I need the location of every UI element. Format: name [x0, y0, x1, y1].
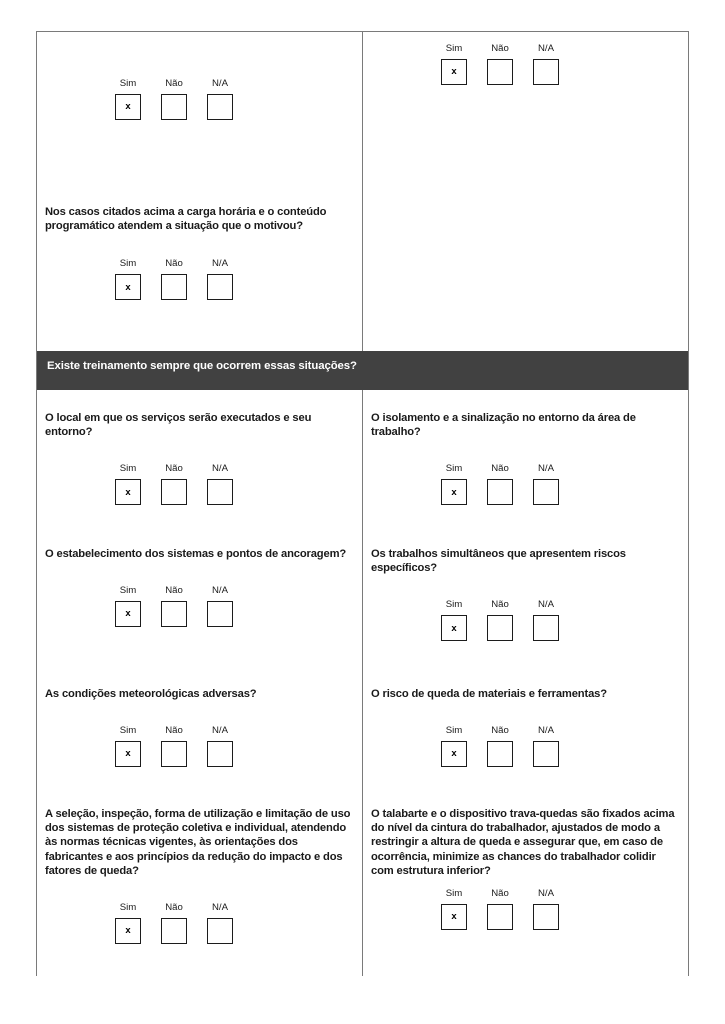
checkbox-na[interactable]: [533, 615, 559, 641]
checkbox-labels: [105, 461, 265, 476]
checkbox-boxes: [431, 479, 591, 505]
checkbox-group: [431, 723, 591, 767]
checkbox-na[interactable]: [207, 94, 233, 120]
checkbox-boxes: [105, 741, 265, 767]
section-banner-text: Existe treinamento sempre que ocorrem essas situações?: [47, 360, 357, 372]
checkbox-label-na: N/A: [538, 725, 554, 737]
table-cell-right-empty: [362, 205, 688, 300]
checkbox-slot-nao: [151, 601, 197, 627]
checkbox-label-sim: Sim: [119, 258, 137, 270]
checkbox-nao[interactable]: [161, 274, 187, 300]
question-text: Os trabalhos simultâneos que apresentem riscos específicos?: [371, 548, 626, 575]
checkbox-nao[interactable]: [161, 479, 187, 505]
checkbox-group: [431, 461, 591, 505]
checkbox-boxes: [431, 741, 591, 767]
checkbox-label-sim: Sim: [119, 78, 137, 89]
checkbox-slot-nao: [477, 479, 523, 505]
checkbox-slot-na: [523, 59, 569, 85]
checkbox-nao[interactable]: [487, 479, 513, 505]
checkbox-sim[interactable]: x: [115, 274, 141, 300]
table-cell-left: [37, 411, 362, 505]
checkbox-label-nao: Não: [491, 599, 509, 611]
checkbox-slot-sim: [431, 59, 477, 85]
checkbox-sim[interactable]: x: [115, 741, 141, 767]
checkbox-sim[interactable]: x: [115, 601, 141, 627]
checkbox-nao[interactable]: [487, 741, 513, 767]
checkbox-label-sim: Sim: [445, 888, 463, 900]
checkbox-label-sim: Sim: [119, 902, 137, 914]
checkbox-group: [431, 597, 591, 641]
checkbox-slot-nao: [151, 479, 197, 505]
checkbox-label-na: N/A: [212, 585, 228, 597]
checkbox-labels: [431, 886, 591, 901]
checkbox-sim[interactable]: x: [441, 59, 467, 85]
checkbox-boxes: [105, 918, 265, 944]
checkbox-slot-nao: [151, 274, 197, 300]
table-row: [37, 807, 688, 944]
checkbox-boxes: [431, 59, 591, 85]
checkbox-labels: [105, 583, 265, 598]
checkbox-slot-na: [197, 918, 243, 944]
checkbox-slot-nao: [151, 741, 197, 767]
question-text: Nos casos citados acima a carga horária e o conteúdo programático atendem a situação que o motivou?: [45, 206, 327, 233]
section-banner: [37, 351, 688, 390]
checkbox-labels: [105, 900, 265, 915]
checkbox-slot-nao: [477, 741, 523, 767]
checkbox-sim[interactable]: x: [115, 479, 141, 505]
checkbox-slot-na: [523, 904, 569, 930]
checkbox-label-nao: Não: [165, 902, 183, 914]
checkbox-label-sim: Sim: [445, 43, 463, 54]
checkbox-na[interactable]: [207, 274, 233, 300]
checkbox-nao[interactable]: [161, 94, 187, 120]
question-text: O isolamento e a sinalização no entorno da área de trabalho?: [371, 412, 636, 439]
checkbox-slot-sim: [105, 601, 151, 627]
checkbox-slot-nao: [477, 59, 523, 85]
checkbox-na[interactable]: [207, 601, 233, 627]
checkbox-sim[interactable]: x: [441, 479, 467, 505]
checkbox-label-sim: Sim: [445, 463, 463, 475]
checkbox-labels: [105, 256, 265, 271]
checkbox-sim[interactable]: x: [115, 918, 141, 944]
checkbox-label-na: N/A: [538, 463, 554, 475]
checkbox-labels: [431, 461, 591, 476]
checkbox-label-sim: Sim: [119, 585, 137, 597]
table-row: [37, 32, 688, 120]
checkbox-slot-na: [523, 615, 569, 641]
checkbox-label-sim: Sim: [445, 599, 463, 611]
checkbox-group: [431, 886, 591, 930]
checkbox-slot-sim: [105, 274, 151, 300]
checkbox-label-nao: Não: [491, 463, 509, 475]
checkbox-boxes: [105, 274, 265, 300]
checkbox-label-na: N/A: [212, 463, 228, 475]
table-cell-left: [37, 807, 362, 944]
checklist-table: [36, 31, 689, 976]
checkbox-nao[interactable]: [161, 741, 187, 767]
checkbox-nao[interactable]: [161, 601, 187, 627]
checkbox-labels: [431, 41, 591, 56]
checkbox-slot-sim: [431, 904, 477, 930]
checkbox-slot-na: [523, 479, 569, 505]
checkbox-boxes: [431, 615, 591, 641]
checkbox-slot-na: [523, 741, 569, 767]
checkbox-boxes: [105, 94, 265, 120]
checkbox-group: [105, 900, 265, 944]
table-row: [37, 687, 688, 767]
question-text: O estabelecimento dos sistemas e pontos de ancoragem?: [45, 548, 347, 560]
checkbox-boxes: [431, 904, 591, 930]
checkbox-label-na: N/A: [212, 902, 228, 914]
table-cell-left: [37, 205, 362, 300]
checkbox-slot-na: [197, 479, 243, 505]
question-text: As condições meteorológicas adversas?: [45, 688, 257, 700]
checkbox-na[interactable]: [533, 479, 559, 505]
table-cell-right: [362, 807, 688, 944]
checkbox-slot-sim: [431, 741, 477, 767]
checkbox-sim[interactable]: x: [441, 904, 467, 930]
table-cell-right: [362, 411, 688, 505]
checkbox-slot-sim: [105, 741, 151, 767]
question-text: A seleção, inspeção, forma de utilização e limitação de uso dos sistemas de proteção coletiva e individual, atendendo às normas técnicas vigentes, às orientações dos fabricantes e aos princípios da redução do impacto e dos fatores de queda?: [45, 808, 351, 877]
checkbox-label-nao: Não: [165, 78, 183, 89]
checkbox-label-nao: Não: [165, 725, 183, 737]
table-cell-right: [362, 32, 688, 120]
table-row: [37, 411, 688, 505]
checkbox-slot-na: [197, 741, 243, 767]
checkbox-slot-nao: [151, 94, 197, 120]
table-row: [37, 547, 688, 641]
question-text: O talabarte e o dispositivo trava-quedas são fixados acima do nível da cintura do trabalhador, ajustados de modo a restringir a altura de queda e assegurar que, em caso de ocorrência, minimize as chances do trabalhador colidir com estrutura inferior?: [371, 808, 675, 877]
checkbox-na[interactable]: [207, 479, 233, 505]
checkbox-label-na: N/A: [212, 725, 228, 737]
checkbox-label-sim: Sim: [119, 725, 137, 737]
checkbox-sim[interactable]: x: [441, 741, 467, 767]
checkbox-slot-sim: [431, 479, 477, 505]
checkbox-group: [105, 723, 265, 767]
checkbox-label-na: N/A: [538, 43, 554, 54]
checkbox-sim[interactable]: x: [115, 94, 141, 120]
checkbox-slot-na: [197, 94, 243, 120]
checkbox-nao[interactable]: [161, 918, 187, 944]
checkbox-slot-sim: [105, 94, 151, 120]
checkbox-na[interactable]: [207, 918, 233, 944]
checkbox-label-sim: Sim: [445, 725, 463, 737]
checkbox-slot-na: [197, 274, 243, 300]
checkbox-label-na: N/A: [212, 258, 228, 270]
checkbox-label-sim: Sim: [119, 463, 137, 475]
checkbox-labels: [105, 76, 265, 91]
checkbox-labels: [431, 723, 591, 738]
checkbox-slot-sim: [431, 615, 477, 641]
question-text: O risco de queda de materiais e ferramentas?: [371, 688, 607, 700]
checkbox-label-nao: Não: [491, 725, 509, 737]
checkbox-group: [431, 41, 591, 85]
checkbox-sim[interactable]: x: [441, 615, 467, 641]
checkbox-label-nao: Não: [491, 43, 509, 54]
checkbox-na[interactable]: [533, 741, 559, 767]
checkbox-slot-sim: [105, 479, 151, 505]
checkbox-nao[interactable]: [487, 904, 513, 930]
checkbox-slot-sim: [105, 918, 151, 944]
checkbox-slot-na: [197, 601, 243, 627]
checkbox-label-nao: Não: [165, 463, 183, 475]
table-cell-left: [37, 687, 362, 767]
checkbox-label-nao: Não: [165, 258, 183, 270]
checkbox-label-na: N/A: [538, 888, 554, 900]
table-cell-left: [37, 547, 362, 641]
checkbox-na[interactable]: [207, 741, 233, 767]
checkbox-nao[interactable]: [487, 615, 513, 641]
checkbox-slot-nao: [477, 615, 523, 641]
checkbox-group: [105, 256, 265, 300]
checkbox-na[interactable]: [533, 59, 559, 85]
checkbox-label-na: N/A: [538, 599, 554, 611]
checkbox-boxes: [105, 601, 265, 627]
checkbox-labels: [105, 723, 265, 738]
checkbox-boxes: [105, 479, 265, 505]
checkbox-nao[interactable]: [487, 59, 513, 85]
checkbox-na[interactable]: [533, 904, 559, 930]
table-cell-right: [362, 547, 688, 641]
checkbox-group: [105, 76, 265, 120]
checkbox-slot-nao: [477, 904, 523, 930]
checkbox-label-nao: Não: [491, 888, 509, 900]
table-cell-left: [37, 32, 362, 120]
checkbox-group: [105, 583, 265, 627]
table-cell-right: [362, 687, 688, 767]
question-text: O local em que os serviços serão executados e seu entorno?: [45, 412, 312, 439]
table-row: [37, 205, 688, 300]
checkbox-labels: [431, 597, 591, 612]
checkbox-group: [105, 461, 265, 505]
checkbox-label-nao: Não: [165, 585, 183, 597]
checkbox-slot-nao: [151, 918, 197, 944]
checkbox-label-na: N/A: [212, 78, 228, 89]
